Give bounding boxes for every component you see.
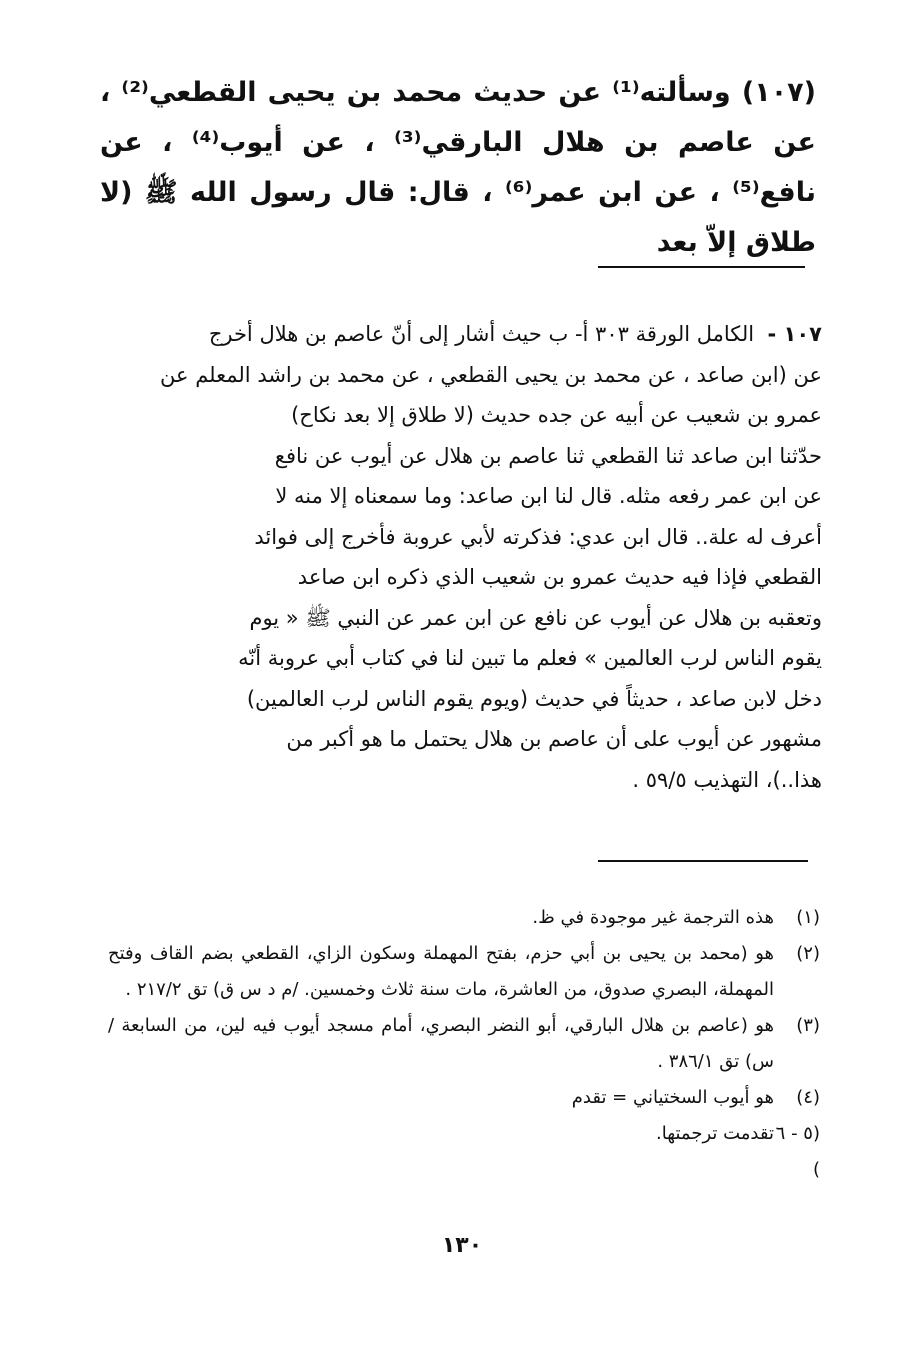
commentary-block [100,314,822,800]
separator-rule-footnotes [598,860,808,862]
commentary-line: عن ابن عمر رفعه مثله. قال لنا ابن صاعد: وما سمعناه إلا منه لا [275,484,822,508]
footnote-text: هو (محمد بن يحيى بن أبي حزم، بفتح المهملة وسكون الزاي، القطعي بضم القاف وفتح المهملة، البصري صدوق، من العاشرة، مات سنة ثلاث وخمسين. /م د س ق) تق ٢١٧/٢ . [108,943,774,1000]
commentary-entry-number: ١٠٧ - [767,322,822,346]
commentary-line: حدّثنا ابن صاعد ثنا القطعي ثنا عاصم بن هلال عن أيوب عن نافع [274,443,822,468]
commentary-line: دخل لابن صاعد ، حديثاً في حديث (ويوم يقوم الناس لرب العالمين) [246,686,822,711]
footnote-text: هو (عاصم بن هلال البارقي، أبو النضر البصري، أمام مسجد أيوب فيه لين، من السابعة /س) تق ٣٨٦/١ . [108,1015,774,1072]
footnotes-block [108,900,820,1188]
footnote-text: هذه الترجمة غير موجودة في ظ. [532,907,774,928]
commentary-line: يقوم الناس لرب العالمين » فعلم ما تبين لنا في كتاب أبي عروبة أنّه [238,646,822,670]
separator-rule-top [598,266,805,268]
footnote-item [108,1008,820,1080]
commentary-line: عمرو بن شعيب عن أبيه عن جده حديث (لا طلاق إلا بعد نكاح) [291,403,822,427]
footnote-number: (٥ - ٦ ) [775,1123,820,1180]
footnote-item [108,1116,820,1188]
commentary-line: مشهور عن أيوب على أن عاصم بن هلال يحتمل ما هو أكبر من [286,727,822,751]
main-entry-text: وسألته⁽¹⁾ عن حديث محمد بن يحيى القطعي⁽²⁾ ، عن عاصم بن هلال البارقي⁽³⁾ ، عن أيوب⁽⁴⁾ ، عن نافع⁽⁵⁾ ، عن ابن عمر⁽⁶⁾ ، قال: قال رسول الله ﷺ (لا طلاق إلاّ بعد [100,77,817,258]
footnote-item [108,900,820,936]
main-text-block [100,68,816,268]
commentary-line: أعرف له علة.. قال ابن عدي: فذكرته لأبي عروبة فأخرج إلى فوائد [254,524,822,549]
footnote-number: (١) [796,907,820,928]
footnote-text: تقدمت ترجمتها. [655,1123,774,1144]
commentary-line: هذا..)، التهذيب ٥٩/٥ . [632,767,822,792]
footnote-item [108,936,820,1008]
footnote-number: (٤) [796,1087,820,1108]
commentary-line: وتعقبه بن هلال عن أيوب عن نافع عن ابن عمر عن النبي ﷺ « يوم [249,605,822,630]
page-number: ١٣٠ [441,1233,483,1258]
footnote-number: (٣) [796,1015,820,1036]
commentary-line: القطعي فإذا فيه حديث عمرو بن شعيب الذي ذكره ابن صاعد [297,565,822,589]
main-entry-number: (١٠٧) [741,77,817,108]
footnote-text: هو أيوب السختياني = تقدم [571,1087,774,1108]
footnote-number: (٢) [796,943,820,964]
commentary-line: عن (ابن صاعد ، عن محمد بن يحيى القطعي ، عن محمد بن راشد المعلم عن [160,362,822,387]
footnote-item [108,1080,820,1116]
commentary-line: ١٠٧ - الكامل الورقة ٣٠٣ أ- ب حيث أشار إلى أنّ عاصم بن هلال أخرج [208,322,822,346]
